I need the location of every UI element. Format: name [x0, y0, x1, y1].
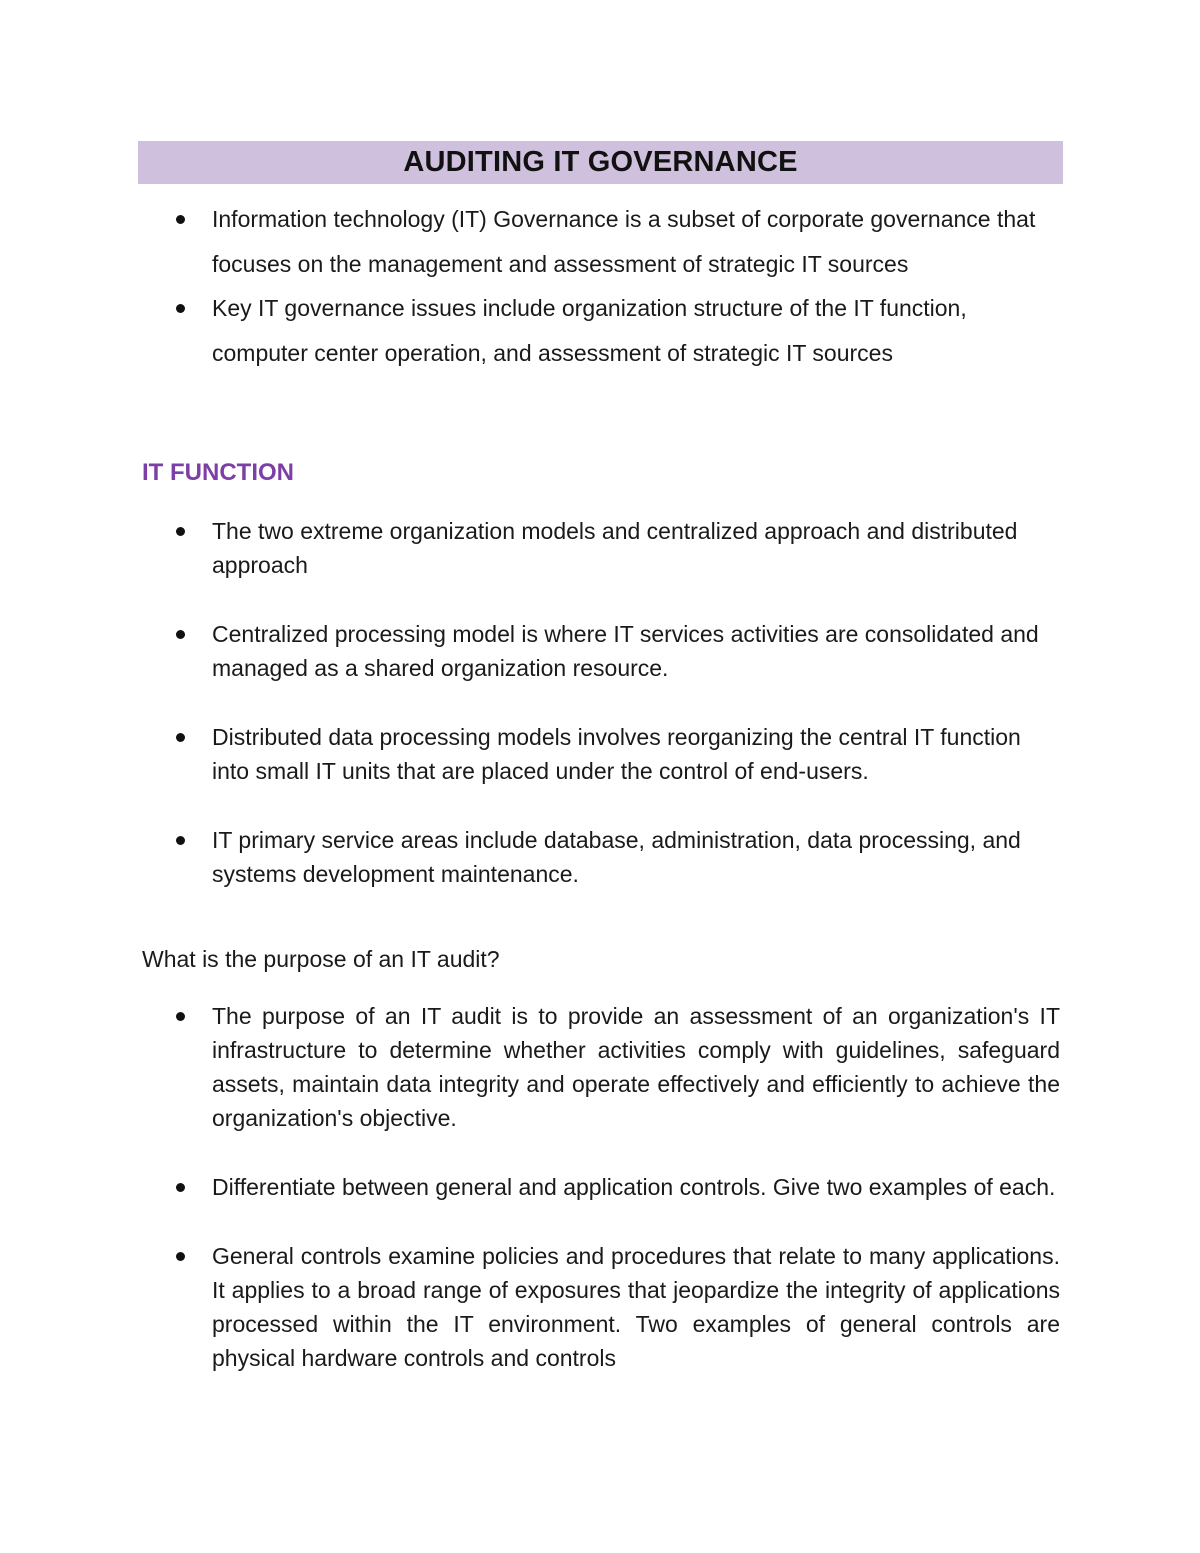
- list-item: [140, 999, 1060, 1135]
- bullet-icon: [176, 527, 185, 536]
- bullet-icon: [176, 733, 185, 742]
- it-function-bullet-list: [140, 514, 1060, 891]
- it-function-section: [140, 514, 1060, 926]
- list-item: [140, 720, 1060, 788]
- list-item-text: The two extreme organization models and centralized approach and distributed approach: [212, 518, 1018, 578]
- list-item: [140, 514, 1060, 582]
- intro-bullet-list: [140, 197, 1060, 375]
- list-item-text: Distributed data processing models involves reorganizing the central IT function into small IT units that are placed under the control of end-users.: [212, 724, 1021, 784]
- list-item-text: The purpose of an IT audit is to provide an assessment of an organization's IT infrastructure to determine whether activities comply with guidelines, safeguard assets, maintain data integrity and operate effectively and efficiently to achieve the organization's objective.: [212, 1003, 1060, 1131]
- list-item-text: Differentiate between general and application controls. Give two examples of each.: [212, 1174, 1056, 1200]
- bullet-icon: [176, 215, 185, 224]
- audit-section: [140, 999, 1060, 1410]
- intro-section: [140, 197, 1060, 375]
- list-item: [140, 1170, 1060, 1204]
- list-item-text: Key IT governance issues include organization structure of the IT function, computer center operation, and assessment of strategic IT sources: [212, 295, 967, 366]
- list-item: [140, 197, 1060, 286]
- list-item: [140, 823, 1060, 891]
- page-title: AUDITING IT GOVERNANCE: [403, 146, 798, 178]
- list-item-text: General controls examine policies and procedures that relate to many applications. It applies to a broad range of exposures that jeopardize the integrity of applications processed within the IT environment. Two examples of general controls are physical hardware controls and controls: [212, 1243, 1060, 1371]
- bullet-icon: [176, 836, 185, 845]
- audit-question: What is the purpose of an IT audit?: [142, 946, 500, 972]
- list-item: [140, 286, 1060, 375]
- list-item: [140, 617, 1060, 685]
- list-item-text: Information technology (IT) Governance is a subset of corporate governance that focuses on the management and assessment of strategic IT sources: [212, 206, 1036, 277]
- bullet-icon: [176, 1012, 185, 1021]
- bullet-icon: [176, 1252, 185, 1261]
- bullet-icon: [176, 304, 185, 313]
- list-item-text: Centralized processing model is where IT services activities are consolidated and managed as a shared organization resource.: [212, 621, 1039, 681]
- it-function-heading: IT FUNCTION: [142, 459, 294, 486]
- bullet-icon: [176, 630, 185, 639]
- title-banner: [138, 141, 1063, 184]
- audit-bullet-list: [140, 999, 1060, 1375]
- bullet-icon: [176, 1183, 185, 1192]
- list-item: [140, 1239, 1060, 1375]
- list-item-text: IT primary service areas include database, administration, data processing, and systems development maintenance.: [212, 827, 1021, 887]
